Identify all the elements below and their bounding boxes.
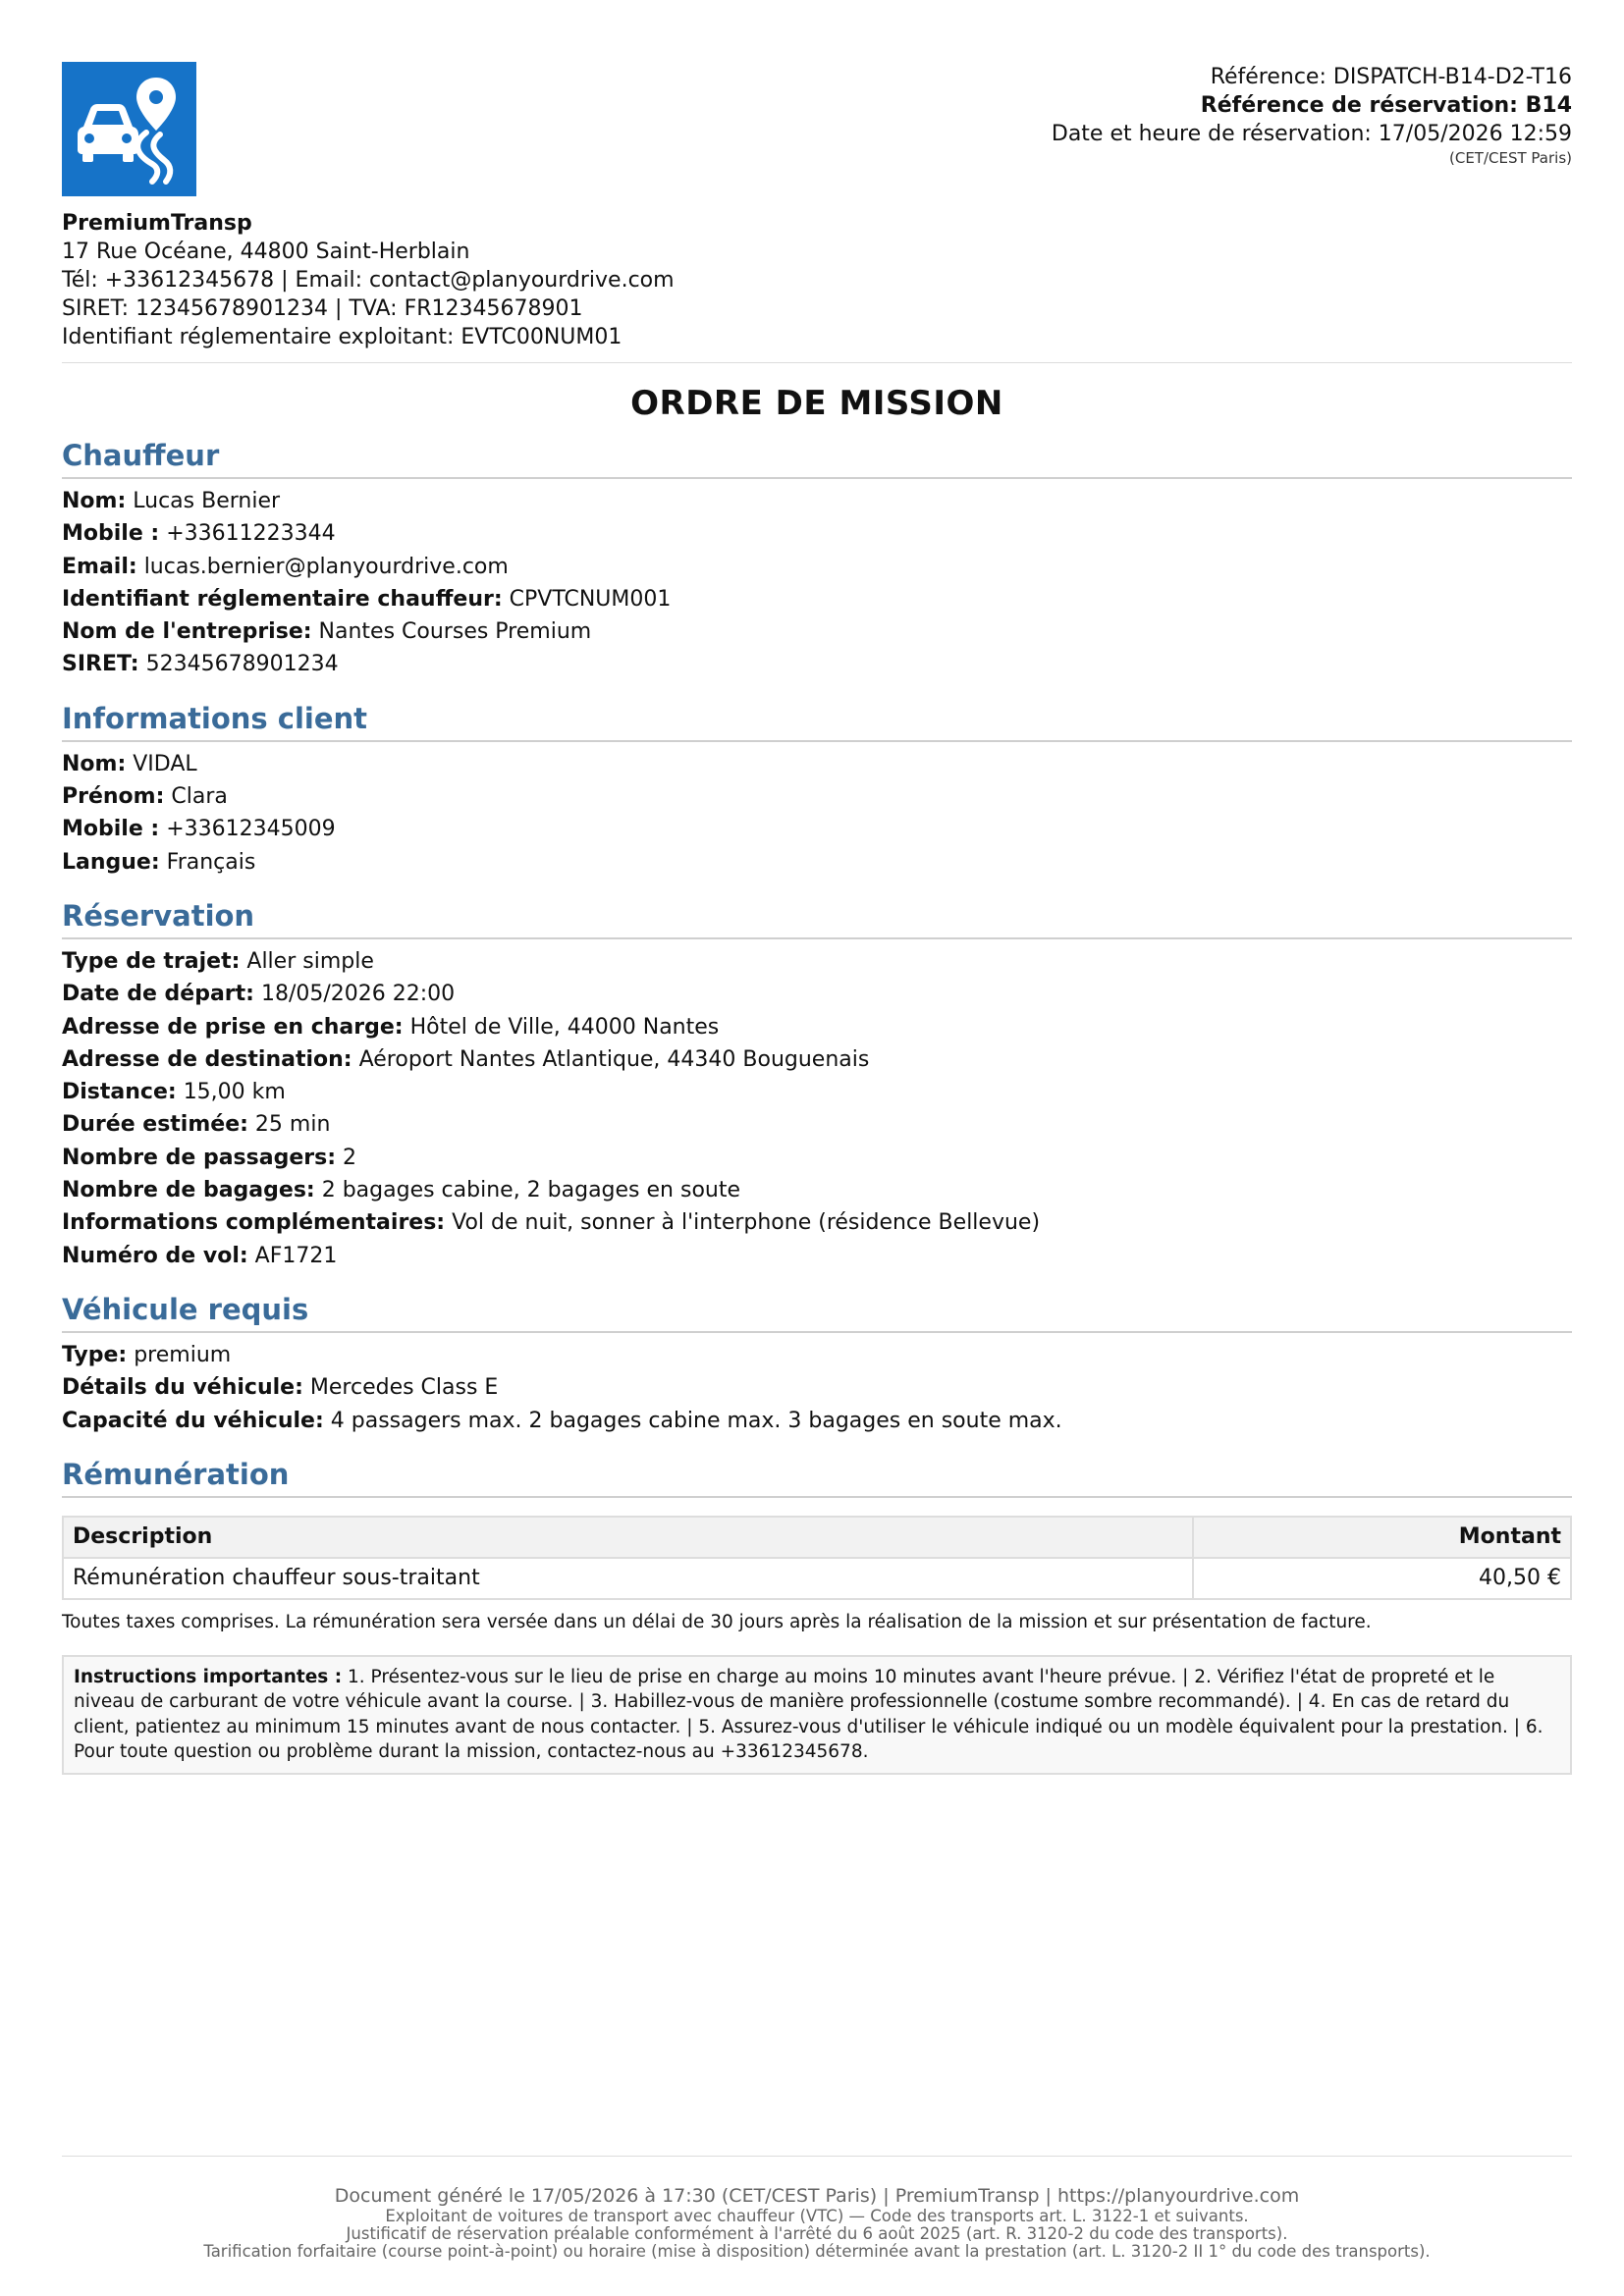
field-row <box>62 1076 1572 1108</box>
field-value: 18/05/2026 22:00 <box>260 982 456 1007</box>
dispatch-reference: Référence: DISPATCH-B14-D2-T16 <box>1210 65 1572 89</box>
field-label: Numéro de vol: <box>62 1243 248 1268</box>
section-title: Réservation <box>62 898 1572 939</box>
reference-block <box>1052 63 1572 168</box>
field-label: Nom: <box>62 751 127 776</box>
field-value: 2 bagages cabine, 2 bagages en soute <box>321 1178 741 1203</box>
field-row <box>62 485 1572 517</box>
field-row <box>62 813 1572 845</box>
field-value: Clara <box>171 784 228 810</box>
column-header-description: Description <box>63 1517 1193 1558</box>
field-value: +33612345009 <box>166 817 336 842</box>
booking-reference: Référence de réservation: B14 <box>1200 93 1572 118</box>
field-row <box>62 583 1572 615</box>
section-reservation <box>62 898 1572 1272</box>
field-row <box>62 780 1572 813</box>
field-label: Nombre de passagers: <box>62 1145 336 1170</box>
field-row <box>62 1405 1572 1437</box>
company-contact: Tél: +33612345678 | Email: contact@planyourdrive.com <box>62 268 675 293</box>
timezone-note: (CET/CEST Paris) <box>1449 149 1572 167</box>
field-label: SIRET: <box>62 652 139 677</box>
header-divider <box>62 362 1572 363</box>
field-label: Adresse de destination: <box>62 1046 352 1072</box>
table-header-row <box>63 1517 1571 1558</box>
field-row <box>62 517 1572 550</box>
field-row <box>62 1206 1572 1239</box>
company-name: PremiumTransp <box>62 211 252 236</box>
column-header-amount: Montant <box>1193 1517 1571 1558</box>
field-label: Type de trajet: <box>62 948 241 974</box>
field-value: Aller simple <box>246 948 374 974</box>
document-footer <box>62 2156 1572 2261</box>
footer-generated: Document généré le 17/05/2026 à 17:30 (CET/CEST Paris) | PremiumTransp | https://planyourdrive.com <box>334 2185 1300 2207</box>
line-amount: 40,50 € <box>1193 1558 1571 1599</box>
field-value: lucas.bernier@planyourdrive.com <box>143 554 509 579</box>
field-row <box>62 1011 1572 1043</box>
footer-legal-line: Justificatif de réservation préalable conformément à l'arrêté du 6 août 2025 (art. R. 3120-2 du code des transports). <box>346 2224 1288 2243</box>
section-client <box>62 701 1572 879</box>
page-title: ORDRE DE MISSION <box>630 384 1003 423</box>
section-title: Rémunération <box>62 1457 1572 1498</box>
field-label: Détails du véhicule: <box>62 1375 303 1401</box>
field-value: Mercedes Class E <box>309 1375 499 1401</box>
field-label: Adresse de prise en charge: <box>62 1014 404 1040</box>
table-row <box>63 1558 1571 1599</box>
field-label: Durée estimée: <box>62 1112 248 1138</box>
section-chauffeur <box>62 438 1572 681</box>
field-value: 15,00 km <box>183 1080 286 1105</box>
field-value: AF1721 <box>254 1243 338 1268</box>
field-label: Capacité du véhicule: <box>62 1408 324 1433</box>
company-legal: SIRET: 12345678901234 | TVA: FR12345678901 <box>62 296 583 321</box>
field-value: CPVTCNUM001 <box>509 586 672 612</box>
field-value: 52345678901234 <box>145 652 339 677</box>
booking-datetime: Date et heure de réservation: 17/05/2026 12:59 <box>1051 122 1572 146</box>
section-title: Véhicule requis <box>62 1292 1572 1333</box>
section-title: Informations client <box>62 701 1572 742</box>
field-label: Langue: <box>62 849 160 875</box>
field-value: 4 passagers max. 2 bagages cabine max. 3 bagages en soute max. <box>330 1408 1062 1433</box>
field-label: Date de départ: <box>62 982 254 1007</box>
field-row <box>62 1371 1572 1404</box>
car-location-icon <box>62 62 196 196</box>
field-label: Identifiant réglementaire chauffeur: <box>62 586 503 612</box>
instructions-text: 1. Présentez-vous sur le lieu de prise en charge au moins 10 minutes avant l'heure prévue. | 2. Vérifiez l'état de propreté et le niveau de carburant de votre véhicule avant la course. | 3. Habillez-vous de manière professionnelle (costume sombre recommandé). | 4. En cas de retard du client, patientez au minimum 15 minutes avant de nous contacter. | 5. Assurez-vous d'utiliser le véhicule indiqué ou un modèle équivalent pour la prestation. | 6. Pour toute question ou problème durant la mission, contactez-nous au +33612345678. <box>74 1666 1543 1763</box>
field-value: Vol de nuit, sonner à l'interphone (résidence Bellevue) <box>452 1210 1041 1236</box>
field-row <box>62 1240 1572 1272</box>
footer-legal-line: Tarification forfaitaire (course point-à-point) ou horaire (mise à disposition) déterminée avant la prestation (art. L. 3120-2 II 1° du code des transports). <box>203 2242 1431 2261</box>
field-value: Hôtel de Ville, 44000 Nantes <box>409 1014 720 1040</box>
field-value: Nantes Courses Premium <box>318 619 592 645</box>
instructions-box <box>62 1655 1572 1775</box>
section-vehicle <box>62 1292 1572 1437</box>
field-row <box>62 846 1572 879</box>
field-value: Français <box>166 849 256 875</box>
section-remuneration <box>62 1457 1572 1635</box>
field-row <box>62 945 1572 978</box>
field-row <box>62 648 1572 680</box>
field-row <box>62 615 1572 648</box>
document-header <box>62 62 1572 199</box>
field-label: Mobile : <box>62 817 160 842</box>
field-label: Informations complémentaires: <box>62 1210 446 1236</box>
company-operator-id: Identifiant réglementaire exploitant: EVTC00NUM01 <box>62 325 623 349</box>
field-value: VIDAL <box>133 751 197 776</box>
instructions-label: Instructions importantes : <box>74 1666 343 1687</box>
field-row <box>62 978 1572 1010</box>
document-page <box>62 62 1572 1775</box>
payment-note: Toutes taxes comprises. La rémunération sera versée dans un délai de 30 jours après la réalisation de la mission et sur présentation de facture. <box>62 1611 1372 1632</box>
field-row <box>62 748 1572 780</box>
field-value: Aéroport Nantes Atlantique, 44340 Bouguenais <box>358 1046 870 1072</box>
field-label: Distance: <box>62 1080 177 1105</box>
field-row <box>62 1174 1572 1206</box>
field-row <box>62 1108 1572 1141</box>
field-row <box>62 551 1572 583</box>
field-label: Mobile : <box>62 521 160 547</box>
line-description: Rémunération chauffeur sous-traitant <box>63 1558 1193 1599</box>
footer-legal-line: Exploitant de voitures de transport avec chauffeur (VTC) — Code des transports art. L. 3122-1 et suivants. <box>385 2207 1249 2225</box>
field-label: Nom: <box>62 489 127 513</box>
field-label: Nombre de bagages: <box>62 1178 315 1203</box>
remuneration-table <box>62 1516 1572 1600</box>
field-row <box>62 1142 1572 1174</box>
company-address: 17 Rue Océane, 44800 Saint-Herblain <box>62 240 470 264</box>
field-value: Lucas Bernier <box>133 489 281 513</box>
section-title: Chauffeur <box>62 438 1572 479</box>
field-row <box>62 1339 1572 1371</box>
field-value: +33611223344 <box>166 521 336 547</box>
field-label: Prénom: <box>62 784 165 810</box>
field-value: 25 min <box>254 1112 331 1138</box>
field-label: Nom de l'entreprise: <box>62 619 312 645</box>
field-row <box>62 1043 1572 1076</box>
company-logo <box>62 62 196 196</box>
field-value: premium <box>134 1342 232 1367</box>
field-value: 2 <box>343 1145 356 1170</box>
field-label: Email: <box>62 554 137 579</box>
field-label: Type: <box>62 1342 128 1367</box>
company-info <box>62 209 1572 351</box>
